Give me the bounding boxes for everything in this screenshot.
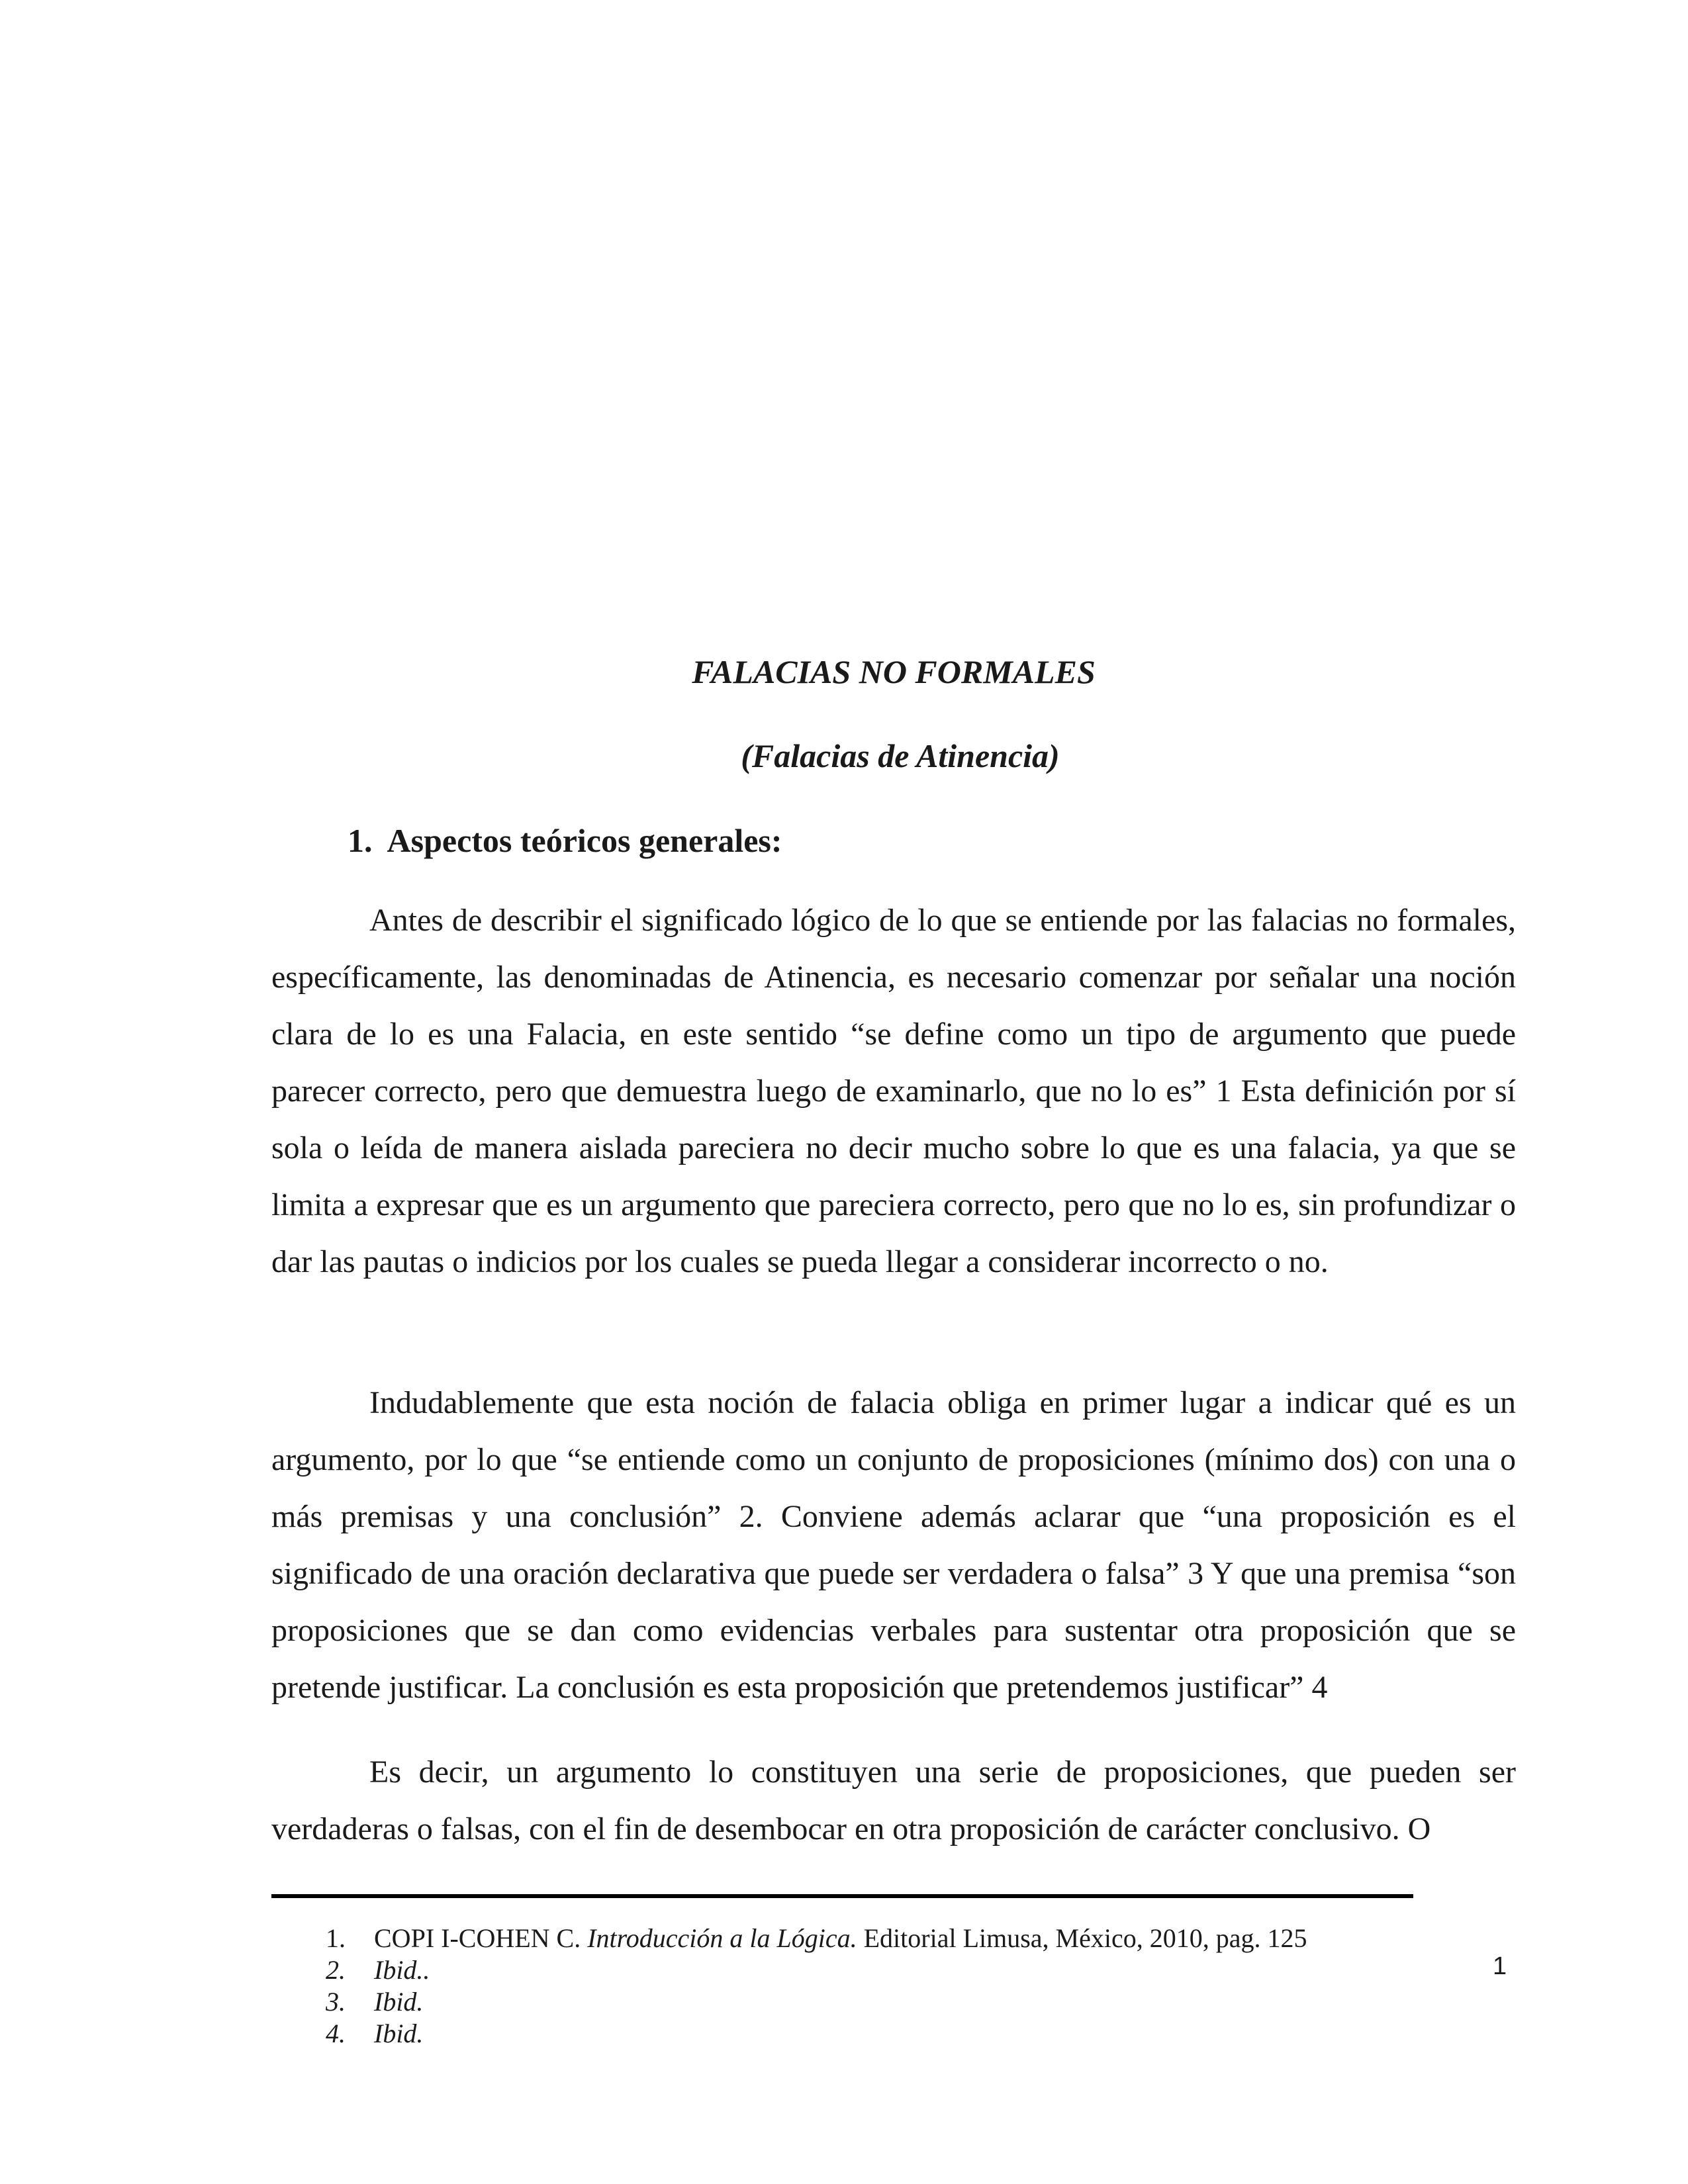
footnote-text: Ibid.. [374,1955,430,1985]
footnote-number: 2. [326,1955,346,1985]
body-paragraph-3: Es decir, un argumento lo constituyen una serie de proposiciones, que pueden ser verdaderas o falsas, con el fin de desembocar en otra proposición de carácter conclusivo. O [271,1754,1516,1846]
footnote-item [271,1986,1463,2018]
footnote-item [271,1954,1463,1986]
document-subtitle: (Falacias de Atinencia) [741,737,1060,774]
footnote-text: Ibid. [374,2019,424,2048]
footnote-book-title: Introducción a la Lógica. [587,1923,857,1953]
footnote-item [271,2018,1463,2050]
footnote-text: Ibid. [374,1987,424,2017]
footnote-author: COPI I-COHEN C. [374,1923,588,1953]
footnote-number: 3. [326,1987,346,2017]
footnote-separator [271,1894,1413,1898]
section-number: 1. [348,822,373,859]
document-title: FALACIAS NO FORMALES [692,653,1096,690]
footnote-item [271,1923,1463,1954]
body-paragraph-1: Antes de describir el significado lógico de lo que se entiende por las falacias no formales, específicamente, las denominadas de Atinencia, es necesario comenzar por señalar una noción clara de lo es una Falacia, en este sentido “se define como un tipo de argumento que puede parecer correcto, pero que demuestra luego de examinarlo, que no lo es” 1 Esta definición por sí sola o leída de manera aislada pareciera no decir mucho sobre lo que es una falacia, ya que se limita a expresar que es un argumento que pareciera correcto, pero que no lo es, sin profundizar o dar las pautas o indicios por los cuales se pueda llegar a considerar incorrecto o no. [271,903,1516,1279]
footnote-publication: Editorial Limusa, México, 2010, pag. 125 [857,1923,1307,1953]
footnote-number: 4. [326,2019,346,2048]
body-paragraph-2: Indudablemente que esta noción de falacia obliga en primer lugar a indicar qué es un argumento, por lo que “se entiende como un conjunto de proposiciones (mínimo dos) con una o más premisas y una conclusión” 2. Conviene además aclarar que “una proposición es el significado de una oración declarativa que puede ser verdadera o falsa” 3 Y que una premisa “son proposiciones que se dan como evidencias verbales para sustentar otra proposición que se pretende justificar. La conclusión es esta proposición que pretendemos justificar” 4 [271,1385,1516,1705]
section-heading [348,821,782,860]
footnote-number: 1. [326,1923,346,1953]
footnotes-list [271,1923,1463,2050]
section-heading-text: Aspectos teóricos generales: [387,822,782,859]
page-number: 1 [1493,1952,1507,1980]
